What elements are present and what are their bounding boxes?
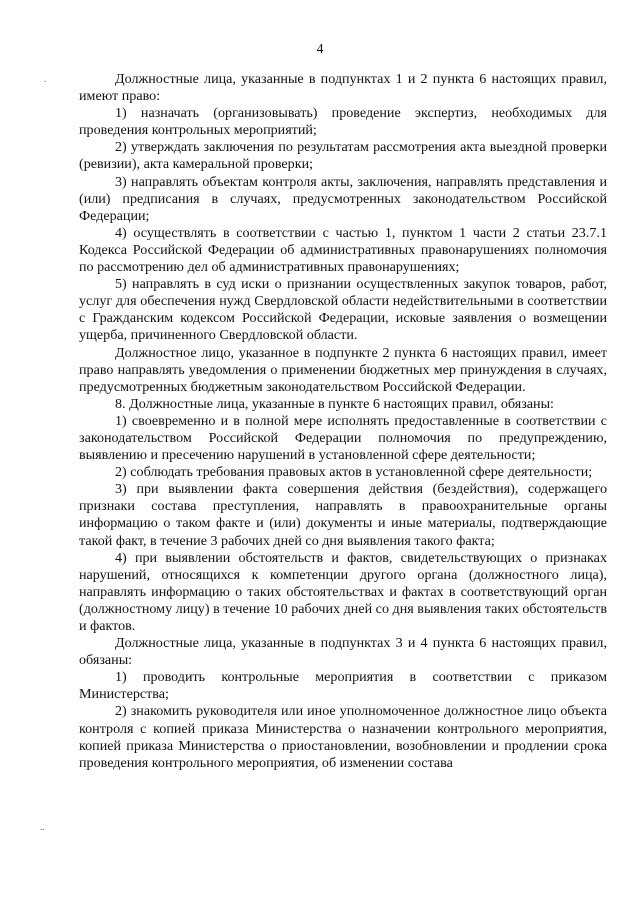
paragraph-duties-intro-2: Должностные лица, указанные в подпунктах 3 и 4 пункта 6 настоящих правил, обязаны: xyxy=(79,635,607,669)
page-number: 4 xyxy=(316,42,324,57)
paragraph-right-4: 4) осуществлять в соответствии с частью 1, пунктом 1 части 2 статьи 23.7.1 Кодекса Российской Федерации об административных правонарушениях полномочия по рассмотрению дел об административных правонарушениях; xyxy=(79,224,607,276)
document-body xyxy=(79,71,607,772)
paragraph-right-5: 5) направлять в суд иски о признании осуществленных закупок товаров, работ, услуг для обеспечения нужд Свердловской области недействительными в соответствии с Гражданским кодексом Российской Федерации, исковые заявления о возмещении ущерба, причиненного Свердловской области. xyxy=(79,276,607,344)
paragraph-duty-b-1: 1) проводить контрольные мероприятия в соответствии с приказом Министерства; xyxy=(79,669,607,703)
paragraph-right-1: 1) назначать (организовывать) проведение экспертиз, необходимых для проведения контрольных мероприятий; xyxy=(79,105,607,139)
paragraph-duty-1: 1) своевременно и в полной мере исполнять предоставленные в соответствии с законодательством Российской Федерации полномочия по предупреждению, выявлению и пресечению нарушений в установленной сфере деятельности; xyxy=(79,412,607,464)
paragraph-duty-3: 3) при выявлении факта совершения действия (бездействия), содержащего признаки состава преступления, направлять в правоохранительные органы информацию о таком факте и (или) документы и иные материалы, подтверждающие такой факт, в течение 3 рабочих дней со дня выявления такого факта; xyxy=(79,481,607,549)
paragraph-right-notification: Должностное лицо, указанное в подпункте 2 пункта 6 настоящих правил, имеет право направлять уведомления о применении бюджетных мер принуждения в случаях, предусмотренных бюджетным законодательством Российской Федерации. xyxy=(79,344,607,395)
margin-mark-top: . xyxy=(44,74,47,84)
margin-mark-bottom: .. xyxy=(40,822,45,832)
paragraph-duty-4: 4) при выявлении обстоятельств и фактов, свидетельствующих о признаках нарушений, относящихся к компетенции другого органа (должностного лица), направлять информацию о таких обстоятельствах и фактах в соответствующий орган (должностному лицу) в течение 10 рабочих дней со дня выявления таких обстоятельств и фактов. xyxy=(79,549,607,634)
paragraph-rights-intro: Должностные лица, указанные в подпунктах 1 и 2 пункта 6 настоящих правил, имеют право: xyxy=(79,71,607,105)
paragraph-duty-2: 2) соблюдать требования правовых актов в установленной сфере деятельности; xyxy=(115,464,593,481)
paragraph-right-3: 3) направлять объектам контроля акты, заключения, направлять представления и (или) предписания в случаях, предусмотренных законодательством Российской Федерации; xyxy=(79,173,607,224)
paragraph-right-2: 2) утверждать заключения по результатам рассмотрения акта выездной проверки (ревизии), акта камеральной проверки; xyxy=(79,139,607,173)
paragraph-duties-intro: 8. Должностные лица, указанные в пункте 6 настоящих правил, обязаны: xyxy=(115,395,554,412)
paragraph-duty-b-2: 2) знакомить руководителя или иное уполномоченное должностное лицо объекта контроля с копией приказа Министерства о назначении контрольного мероприятия, копией приказа Министерства о приостановлении, возобновлении и продлении срока проведения контрольного мероприятия, об изменении состава xyxy=(79,703,607,771)
